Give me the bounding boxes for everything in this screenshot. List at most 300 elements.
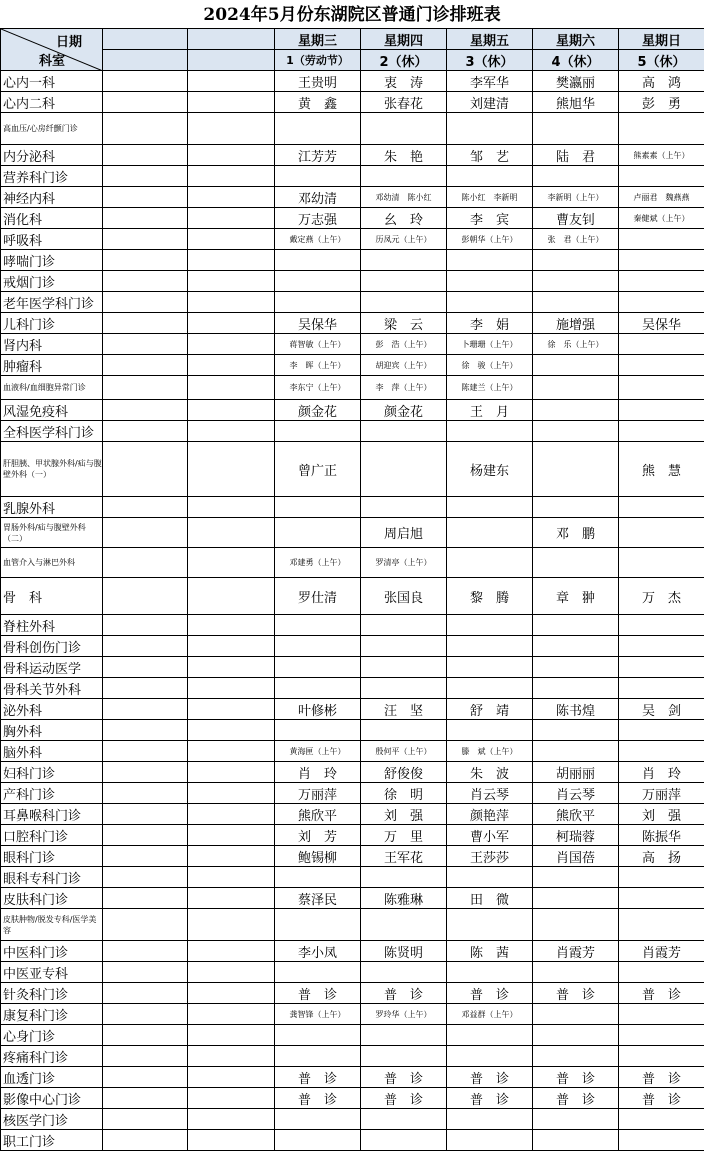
- table-row: [1, 1025, 704, 1046]
- schedule-cell: [619, 548, 704, 578]
- blank-cell: [188, 1109, 275, 1130]
- blank-cell: [103, 548, 188, 578]
- schedule-cell: [275, 250, 361, 271]
- dept-name: 针灸科门诊: [1, 983, 103, 1004]
- schedule-cell: [533, 720, 619, 741]
- dept-name: 风湿免疫科: [1, 400, 103, 421]
- table-row: [1, 636, 704, 657]
- blank-cell: [103, 166, 188, 187]
- schedule-cell: [533, 250, 619, 271]
- table-row: [1, 145, 704, 166]
- header-date: 4（休）: [533, 50, 619, 71]
- schedule-cell: 普 诊: [619, 1088, 704, 1109]
- blank-cell: [188, 783, 275, 804]
- blank-cell: [103, 804, 188, 825]
- blank-cell: [103, 783, 188, 804]
- table-row: [1, 825, 704, 846]
- schedule-cell: 陈书煌: [533, 699, 619, 720]
- blank-cell: [188, 762, 275, 783]
- schedule-cell: [275, 678, 361, 699]
- schedule-cell: 熊 慧: [619, 442, 704, 497]
- schedule-cell: 邓建勇（上午）: [275, 548, 361, 578]
- schedule-cell: 章 翀: [533, 578, 619, 615]
- schedule-cell: 彭朝华（上午）: [447, 229, 533, 250]
- schedule-cell: [275, 962, 361, 983]
- schedule-cell: 普 诊: [361, 1067, 447, 1088]
- schedule-cell: 刘建清: [447, 92, 533, 113]
- blank-cell: [188, 578, 275, 615]
- schedule-cell: 舒 靖: [447, 699, 533, 720]
- schedule-cell: [533, 1004, 619, 1025]
- schedule-cell: [361, 909, 447, 941]
- schedule-cell: [619, 400, 704, 421]
- dept-name: 乳腺外科: [1, 497, 103, 518]
- schedule-cell: 蔡泽民: [275, 888, 361, 909]
- schedule-cell: 高 扬: [619, 846, 704, 867]
- schedule-cell: 普 诊: [619, 983, 704, 1004]
- schedule-cell: [533, 678, 619, 699]
- schedule-cell: [619, 421, 704, 442]
- schedule-cell: 梁 云: [361, 313, 447, 334]
- dept-name: 脊柱外科: [1, 615, 103, 636]
- dept-name: 泌外科: [1, 699, 103, 720]
- schedule-cell: [533, 166, 619, 187]
- schedule-cell: 王 月: [447, 400, 533, 421]
- table-row: [1, 313, 704, 334]
- schedule-cell: 高 鸿: [619, 71, 704, 92]
- schedule-cell: 朱 艳: [361, 145, 447, 166]
- corner-date-label: 日期: [56, 31, 82, 50]
- blank-cell: [188, 741, 275, 762]
- schedule-cell: [447, 636, 533, 657]
- table-row: [1, 699, 704, 720]
- schedule-cell: 徐 明: [361, 783, 447, 804]
- schedule-table: [0, 28, 704, 1151]
- schedule-cell: [275, 271, 361, 292]
- schedule-cell: [619, 292, 704, 313]
- schedule-cell: [619, 1130, 704, 1151]
- schedule-cell: 普 诊: [533, 1067, 619, 1088]
- schedule-cell: [447, 867, 533, 888]
- schedule-cell: [619, 1046, 704, 1067]
- schedule-cell: [361, 1046, 447, 1067]
- blank-cell: [188, 804, 275, 825]
- schedule-cell: [619, 636, 704, 657]
- table-row: [1, 657, 704, 678]
- schedule-cell: [533, 421, 619, 442]
- schedule-cell: 熊旭华: [533, 92, 619, 113]
- blank-cell: [103, 376, 188, 400]
- schedule-cell: 肖 玲: [275, 762, 361, 783]
- schedule-cell: [447, 1046, 533, 1067]
- schedule-cell: 李小凤: [275, 941, 361, 962]
- schedule-cell: 曹友钊: [533, 208, 619, 229]
- blank-cell: [103, 1130, 188, 1151]
- schedule-cell: [275, 518, 361, 548]
- schedule-cell: 殷何平（上午）: [361, 741, 447, 762]
- dept-name: 血管介入与淋巴外科: [1, 548, 103, 578]
- schedule-cell: [533, 1046, 619, 1067]
- dept-name: 中医亚专科: [1, 962, 103, 983]
- schedule-cell: [361, 271, 447, 292]
- schedule-cell: 胡迎宾（上午）: [361, 355, 447, 376]
- schedule-cell: [361, 250, 447, 271]
- schedule-cell: [447, 292, 533, 313]
- schedule-cell: [447, 1025, 533, 1046]
- blank-cell: [188, 1130, 275, 1151]
- blank-cell: [188, 678, 275, 699]
- blank-cell: [188, 166, 275, 187]
- schedule-cell: [619, 1004, 704, 1025]
- table-row: [1, 92, 704, 113]
- schedule-cell: 秦健斌（上午）: [619, 208, 704, 229]
- schedule-cell: 普 诊: [275, 983, 361, 1004]
- table-row: [1, 71, 704, 92]
- blank-cell: [103, 741, 188, 762]
- schedule-cell: 普 诊: [361, 1088, 447, 1109]
- dept-name: 戒烟门诊: [1, 271, 103, 292]
- schedule-cell: 历凤元（上午）: [361, 229, 447, 250]
- schedule-cell: [447, 518, 533, 548]
- schedule-cell: [619, 720, 704, 741]
- schedule-cell: [275, 657, 361, 678]
- schedule-cell: 陈小红 李新明: [447, 187, 533, 208]
- schedule-cell: 吴保华: [275, 313, 361, 334]
- schedule-cell: [619, 888, 704, 909]
- schedule-cell: 舒俊俊: [361, 762, 447, 783]
- schedule-cell: 衷 涛: [361, 71, 447, 92]
- schedule-cell: 曹小军: [447, 825, 533, 846]
- schedule-cell: 彭 浩（上午）: [361, 334, 447, 355]
- blank-cell: [103, 678, 188, 699]
- blank-cell: [103, 400, 188, 421]
- schedule-cell: 万 里: [361, 825, 447, 846]
- blank-cell: [103, 518, 188, 548]
- schedule-cell: [447, 497, 533, 518]
- dept-name: 肿瘤科: [1, 355, 103, 376]
- blank-cell: [103, 888, 188, 909]
- table-row: [1, 941, 704, 962]
- table-row: [1, 741, 704, 762]
- schedule-cell: [275, 867, 361, 888]
- blank-cell: [188, 442, 275, 497]
- schedule-cell: [619, 229, 704, 250]
- schedule-cell: 熊欣平: [275, 804, 361, 825]
- schedule-cell: 陈振华: [619, 825, 704, 846]
- dept-name: 肾内科: [1, 334, 103, 355]
- schedule-cell: [275, 1109, 361, 1130]
- schedule-cell: 张国良: [361, 578, 447, 615]
- schedule-cell: [361, 615, 447, 636]
- schedule-cell: 肖 玲: [619, 762, 704, 783]
- blank-cell: [188, 292, 275, 313]
- blank-cell: [103, 1046, 188, 1067]
- schedule-cell: [619, 271, 704, 292]
- schedule-cell: [533, 657, 619, 678]
- blank-cell: [103, 909, 188, 941]
- blank-cell: [103, 1088, 188, 1109]
- schedule-cell: [275, 1130, 361, 1151]
- table-row: [1, 867, 704, 888]
- table-row: [1, 271, 704, 292]
- schedule-cell: 罗仕清: [275, 578, 361, 615]
- schedule-cell: [619, 1025, 704, 1046]
- schedule-cell: [533, 1025, 619, 1046]
- schedule-cell: 樊瀛丽: [533, 71, 619, 92]
- schedule-cell: 李 娟: [447, 313, 533, 334]
- header-corner: [1, 29, 103, 71]
- blank-cell: [188, 421, 275, 442]
- schedule-cell: 普 诊: [275, 1088, 361, 1109]
- schedule-cell: [361, 292, 447, 313]
- schedule-cell: [361, 657, 447, 678]
- blank-cell: [188, 1067, 275, 1088]
- schedule-cell: 万志强: [275, 208, 361, 229]
- schedule-cell: 蒋智敏（上午）: [275, 334, 361, 355]
- schedule-cell: 卢丽君 魏燕燕: [619, 187, 704, 208]
- schedule-cell: 王贵明: [275, 71, 361, 92]
- schedule-cell: [361, 1025, 447, 1046]
- header-date: 2（休）: [361, 50, 447, 71]
- dept-name: 心内一科: [1, 71, 103, 92]
- schedule-cell: 杨建东: [447, 442, 533, 497]
- table-row: [1, 229, 704, 250]
- schedule-cell: 李 宾: [447, 208, 533, 229]
- schedule-cell: 邹 艺: [447, 145, 533, 166]
- blank-cell: [188, 615, 275, 636]
- dept-name: 骨科运动医学: [1, 657, 103, 678]
- dept-name: 内分泌科: [1, 145, 103, 166]
- table-row: [1, 113, 704, 145]
- schedule-cell: 陈建兰（上午）: [447, 376, 533, 400]
- blank-cell: [188, 271, 275, 292]
- table-row: [1, 497, 704, 518]
- blank-cell: [103, 941, 188, 962]
- blank-cell: [188, 1088, 275, 1109]
- dept-name: 胃肠外科/疝与腹壁外科（二）: [1, 518, 103, 548]
- schedule-cell: 汪 坚: [361, 699, 447, 720]
- blank-cell: [188, 518, 275, 548]
- schedule-cell: [361, 636, 447, 657]
- blank-cell: [103, 497, 188, 518]
- table-row: [1, 187, 704, 208]
- dept-name: 耳鼻喉科门诊: [1, 804, 103, 825]
- blank-cell: [188, 145, 275, 166]
- schedule-cell: 罗玲华（上午）: [361, 1004, 447, 1025]
- schedule-cell: 朱 波: [447, 762, 533, 783]
- schedule-cell: 颜金花: [361, 400, 447, 421]
- blank-cell: [103, 762, 188, 783]
- schedule-cell: [619, 518, 704, 548]
- schedule-cell: [361, 720, 447, 741]
- blank-cell: [188, 548, 275, 578]
- blank-cell: [103, 208, 188, 229]
- schedule-cell: 田 微: [447, 888, 533, 909]
- schedule-cell: 施增强: [533, 313, 619, 334]
- schedule-cell: 罗清亭（上午）: [361, 548, 447, 578]
- schedule-cell: [533, 962, 619, 983]
- schedule-cell: [533, 442, 619, 497]
- schedule-cell: [447, 548, 533, 578]
- table-row: [1, 355, 704, 376]
- schedule-cell: [619, 741, 704, 762]
- dept-name: 职工门诊: [1, 1130, 103, 1151]
- schedule-cell: [447, 271, 533, 292]
- blank-cell: [188, 92, 275, 113]
- blank-cell: [103, 846, 188, 867]
- schedule-cell: [275, 421, 361, 442]
- dept-name: 骨 科: [1, 578, 103, 615]
- schedule-cell: 王军花: [361, 846, 447, 867]
- schedule-cell: 肖云琴: [447, 783, 533, 804]
- schedule-cell: [533, 292, 619, 313]
- schedule-cell: 龚智锋（上午）: [275, 1004, 361, 1025]
- table-row: [1, 548, 704, 578]
- schedule-cell: 熊素素（上午）: [619, 145, 704, 166]
- blank-cell: [188, 941, 275, 962]
- blank-cell: [103, 187, 188, 208]
- schedule-cell: [447, 1130, 533, 1151]
- schedule-cell: 颜艳萍: [447, 804, 533, 825]
- schedule-cell: 徐 乐（上午）: [533, 334, 619, 355]
- schedule-cell: 吴保华: [619, 313, 704, 334]
- schedule-cell: 曾广正: [275, 442, 361, 497]
- blank-cell: [188, 71, 275, 92]
- blank-cell: [188, 250, 275, 271]
- schedule-cell: [533, 741, 619, 762]
- blank-cell: [188, 376, 275, 400]
- blank-cell: [103, 355, 188, 376]
- table-row: [1, 400, 704, 421]
- schedule-cell: 普 诊: [447, 983, 533, 1004]
- schedule-cell: [447, 166, 533, 187]
- table-row: [1, 615, 704, 636]
- schedule-cell: 普 诊: [447, 1088, 533, 1109]
- header-blank: [188, 50, 275, 71]
- schedule-cell: 叶修彬: [275, 699, 361, 720]
- table-row: [1, 250, 704, 271]
- schedule-cell: [447, 909, 533, 941]
- dept-name: 血透门诊: [1, 1067, 103, 1088]
- blank-cell: [103, 825, 188, 846]
- header-blank: [188, 29, 275, 50]
- schedule-cell: 鲍锡柳: [275, 846, 361, 867]
- schedule-cell: [533, 867, 619, 888]
- blank-cell: [103, 1004, 188, 1025]
- blank-cell: [188, 962, 275, 983]
- dept-name: 老年医学科门诊: [1, 292, 103, 313]
- schedule-cell: 刘 芳: [275, 825, 361, 846]
- table-row: [1, 578, 704, 615]
- schedule-cell: [361, 1109, 447, 1130]
- schedule-cell: [361, 421, 447, 442]
- dept-name: 心身门诊: [1, 1025, 103, 1046]
- dept-name: 眼科专科门诊: [1, 867, 103, 888]
- header-weekday: 星期五: [447, 29, 533, 50]
- schedule-cell: 滕 斌（上午）: [447, 741, 533, 762]
- schedule-cell: [533, 400, 619, 421]
- schedule-cell: 普 诊: [533, 1088, 619, 1109]
- blank-cell: [188, 636, 275, 657]
- schedule-cell: [361, 1130, 447, 1151]
- blank-cell: [103, 699, 188, 720]
- blank-cell: [188, 229, 275, 250]
- schedule-cell: 李东宁（上午）: [275, 376, 361, 400]
- schedule-cell: [619, 657, 704, 678]
- schedule-cell: [619, 678, 704, 699]
- dept-name: 全科医学科门诊: [1, 421, 103, 442]
- dept-name: 疼痛科门诊: [1, 1046, 103, 1067]
- schedule-cell: [533, 548, 619, 578]
- schedule-cell: [275, 1025, 361, 1046]
- table-row: [1, 1088, 704, 1109]
- table-row: [1, 888, 704, 909]
- header-date: 3（休）: [447, 50, 533, 71]
- blank-cell: [188, 113, 275, 145]
- blank-cell: [188, 825, 275, 846]
- header-blank: [103, 29, 188, 50]
- dept-name: 营养科门诊: [1, 166, 103, 187]
- schedule-cell: [533, 355, 619, 376]
- schedule-cell: [533, 1130, 619, 1151]
- table-row: [1, 762, 704, 783]
- dept-name: 眼科门诊: [1, 846, 103, 867]
- schedule-cell: 张春花: [361, 92, 447, 113]
- schedule-cell: 普 诊: [361, 983, 447, 1004]
- schedule-cell: 彭 勇: [619, 92, 704, 113]
- schedule-cell: 邓益群（上午）: [447, 1004, 533, 1025]
- dept-name: 心内二科: [1, 92, 103, 113]
- schedule-cell: [361, 962, 447, 983]
- schedule-cell: 卜珊珊（上午）: [447, 334, 533, 355]
- schedule-cell: 吴 剑: [619, 699, 704, 720]
- schedule-cell: 李军华: [447, 71, 533, 92]
- table-row: [1, 442, 704, 497]
- schedule-cell: [619, 334, 704, 355]
- dept-name: 骨科关节外科: [1, 678, 103, 699]
- dept-name: 高血压/心房纤颤门诊: [1, 113, 103, 145]
- blank-cell: [103, 145, 188, 166]
- schedule-cell: [533, 888, 619, 909]
- schedule-cell: [275, 909, 361, 941]
- dept-name: 骨科创伤门诊: [1, 636, 103, 657]
- table-row: [1, 421, 704, 442]
- table-row: [1, 166, 704, 187]
- schedule-cell: [447, 250, 533, 271]
- schedule-cell: [533, 615, 619, 636]
- schedule-cell: 幺 玲: [361, 208, 447, 229]
- schedule-cell: 普 诊: [619, 1067, 704, 1088]
- schedule-cell: 李 晖（上午）: [275, 355, 361, 376]
- blank-cell: [103, 983, 188, 1004]
- schedule-cell: 李新明（上午）: [533, 187, 619, 208]
- dept-name: 血液科/血细胞异常门诊: [1, 376, 103, 400]
- schedule-cell: 万丽萍: [275, 783, 361, 804]
- blank-cell: [188, 657, 275, 678]
- schedule-cell: 周启旭: [361, 518, 447, 548]
- schedule-cell: 肖霞芳: [533, 941, 619, 962]
- dept-name: 脑外科: [1, 741, 103, 762]
- schedule-cell: [619, 962, 704, 983]
- blank-cell: [103, 615, 188, 636]
- blank-cell: [188, 1046, 275, 1067]
- blank-cell: [188, 208, 275, 229]
- table-row: [1, 376, 704, 400]
- header-weekday: 星期四: [361, 29, 447, 50]
- schedule-cell: [361, 113, 447, 145]
- schedule-cell: [275, 113, 361, 145]
- table-row: [1, 1067, 704, 1088]
